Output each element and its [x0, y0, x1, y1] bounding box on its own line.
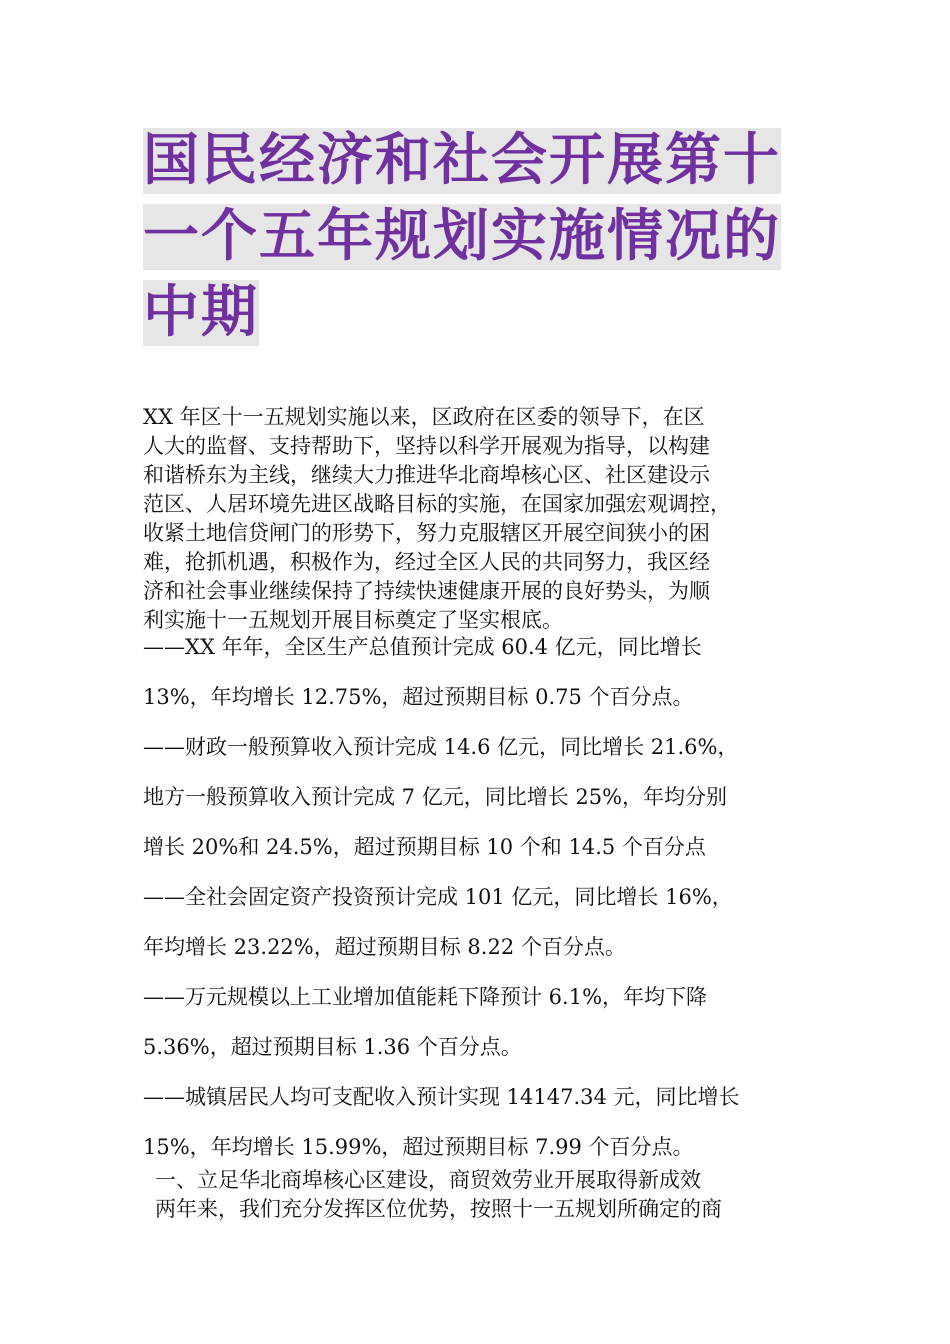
intro-line: 难，抢抓机遇，积极作为，经过全区人民的共同努力，我区经 [143, 550, 710, 574]
title-line-3: 中期 [143, 280, 259, 345]
section-body-line: 两年来，我们充分发挥区位优势，按照十一五规划所确定的商 [155, 1197, 722, 1221]
section-heading: 一、立足华北商埠核心区建设，商贸效劳业开展取得新成效 [155, 1168, 701, 1192]
document-title [143, 128, 813, 356]
intro-line: 利实施十一五规划开展目标奠定了坚实根底。 [143, 608, 563, 632]
stat-line: ——财政一般预算收入预计完成 14.6 亿元，同比增长 21.6%， [143, 735, 739, 759]
intro-paragraph [143, 403, 813, 635]
title-line-2: 一个五年规划实施情况的 [143, 204, 781, 269]
stat-line: 年均增长 23.22%，超过预期目标 8.22 个百分点。 [143, 935, 626, 959]
intro-line: 人大的监督、支持帮助下，坚持以科学开展观为指导，以构建 [143, 434, 710, 458]
stat-line: 增长 20%和 24.5%，超过预期目标 10 个和 14.5 个百分点 [143, 835, 706, 859]
intro-line: XX 年区十一五规划实施以来，区政府在区委的领导下，在区 [143, 405, 705, 429]
stat-line: ——全社会固定资产投资预计完成 101 亿元，同比增长 16%， [143, 885, 733, 909]
intro-line: 济和社会事业继续保持了持续快速健康开展的良好势头，为顺 [143, 579, 710, 603]
intro-line: 收紧土地信贷闸门的形势下，努力克服辖区开展空间狭小的困 [143, 521, 710, 545]
stat-line: ——XX 年年，全区生产总值预计完成 60.4 亿元，同比增长 [143, 635, 702, 659]
statistics-list [143, 622, 813, 1172]
stat-line: 5.36%，超过预期目标 1.36 个百分点。 [143, 1035, 522, 1059]
stat-line: ——城镇居民人均可支配收入预计实现 14147.34 元，同比增长 [143, 1085, 740, 1109]
intro-line: 范区、人居环境先进区战略目标的实施，在国家加强宏观调控， [143, 492, 731, 516]
stat-line: ——万元规模以上工业增加值能耗下降预计 6.1%，年均下降 [143, 985, 708, 1009]
title-line-1: 国民经济和社会开展第十 [143, 128, 781, 193]
intro-line: 和谐桥东为主线，继续大力推进华北商埠核心区、社区建设示 [143, 463, 710, 487]
stat-line: 地方一般预算收入预计完成 7 亿元，同比增长 25%，年均分别 [143, 785, 728, 809]
stat-line: 13%，年均增长 12.75%，超过预期目标 0.75 个百分点。 [143, 685, 694, 709]
section-one [143, 1166, 813, 1224]
stat-line: 15%，年均增长 15.99%，超过预期目标 7.99 个百分点。 [143, 1135, 694, 1159]
